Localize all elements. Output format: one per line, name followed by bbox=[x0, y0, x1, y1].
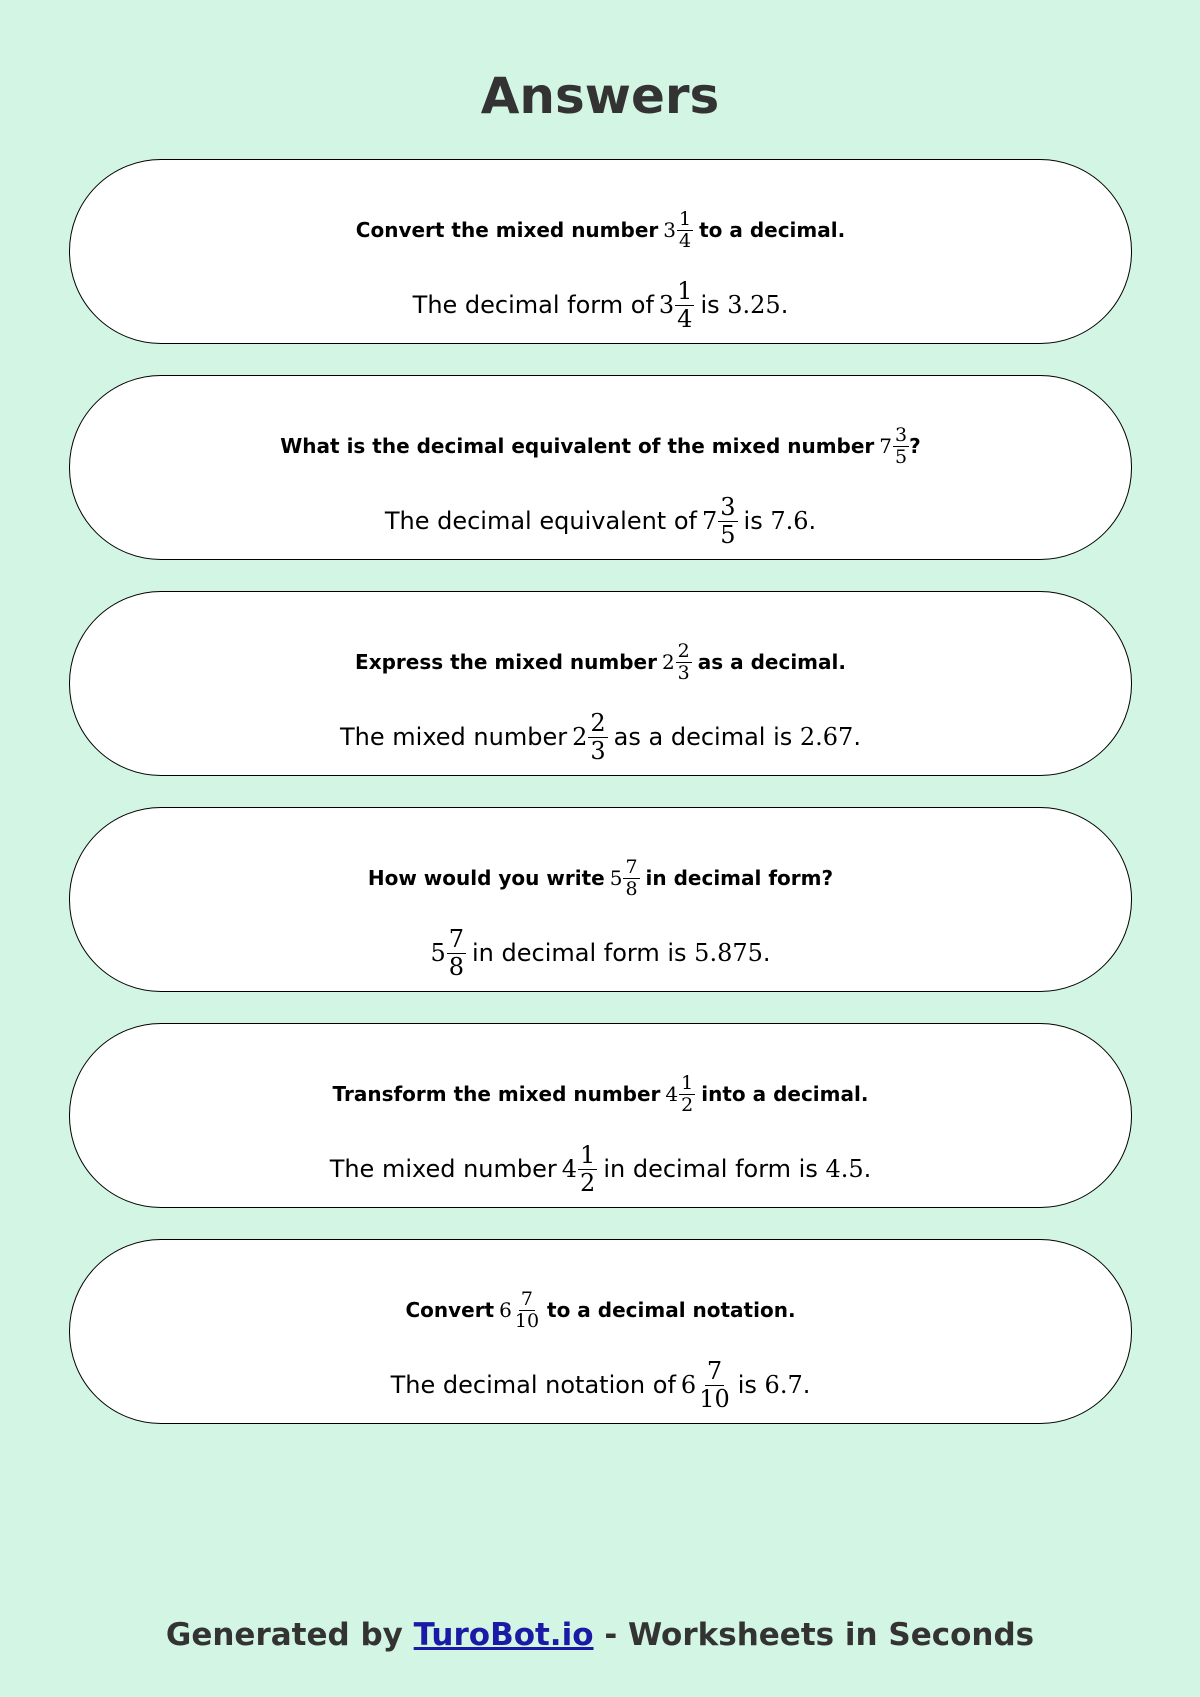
mixed-number: 2 $\frac{2}{3}$ bbox=[661, 639, 690, 684]
mixed-number: 5 $\frac{7}{8}$ bbox=[430, 925, 465, 981]
decimal-value: 7.6 bbox=[770, 507, 809, 535]
mixed-number: 6 $\frac{7}{10}$ bbox=[680, 1357, 730, 1413]
mixed-number: 5 $\frac{7}{8}$ bbox=[609, 855, 638, 900]
footer-suffix: - Worksheets in Seconds bbox=[604, 1617, 1035, 1653]
answer-list bbox=[69, 159, 1132, 1455]
mixed-number: 2 $\frac{2}{3}$ bbox=[572, 709, 606, 765]
question-text: Convert the mixed number 3 $\frac{1}{4}$ to a decimal. bbox=[355, 207, 846, 252]
page-title: Answers bbox=[480, 67, 720, 125]
answer-card bbox=[69, 1239, 1132, 1424]
answer-card bbox=[69, 375, 1132, 560]
question-text: What is the decimal equivalent of the mixed number 7 $\frac{3}{5}$ ? bbox=[280, 423, 921, 468]
decimal-value: 3.25 bbox=[727, 291, 781, 319]
answer-card bbox=[69, 1023, 1132, 1208]
mixed-number: 3 $\frac{1}{4}$ bbox=[663, 207, 692, 252]
answer-text: The mixed number 4 $\frac{1}{2}$ in decimal form is 4.5 . bbox=[329, 1141, 872, 1197]
mixed-number: 3 $\frac{1}{4}$ bbox=[658, 277, 693, 333]
question-text: Convert 6 $\frac{7}{10}$ to a decimal notation. bbox=[405, 1287, 796, 1332]
answer-text: The decimal equivalent of 7 $\frac{3}{5}$ is 7.6 . bbox=[384, 493, 817, 549]
decimal-value: 2.67 bbox=[799, 723, 854, 751]
turobot-link[interactable]: TuroBot.io bbox=[413, 1617, 594, 1653]
answer-text: 5 $\frac{7}{8}$ in decimal form is 5.875 . bbox=[430, 925, 771, 981]
mixed-number: 6 $\frac{7}{10}$ bbox=[499, 1287, 540, 1332]
footer-prefix: Generated by bbox=[165, 1617, 403, 1653]
answer-card bbox=[69, 807, 1132, 992]
answer-card bbox=[69, 159, 1132, 344]
answer-text: The decimal form of 3 $\frac{1}{4}$ is 3.25 . bbox=[412, 277, 789, 333]
question-text: How would you write 5 $\frac{7}{8}$ in decimal form? bbox=[367, 855, 834, 900]
answer-card bbox=[69, 591, 1132, 776]
answer-text: The mixed number 2 $\frac{2}{3}$ as a decimal is 2.67 . bbox=[340, 709, 861, 765]
mixed-number: 7 $\frac{3}{5}$ bbox=[879, 423, 908, 468]
decimal-value: 4.5 bbox=[825, 1155, 864, 1183]
footer bbox=[0, 1617, 1200, 1653]
question-text: Express the mixed number 2 $\frac{2}{3}$ as a decimal. bbox=[355, 639, 846, 684]
decimal-value: 5.875 bbox=[694, 939, 763, 967]
question-text: Transform the mixed number 4 $\frac{1}{2}$ into a decimal. bbox=[332, 1071, 869, 1116]
answer-text: The decimal notation of 6 $\frac{7}{10}$ is 6.7 . bbox=[390, 1357, 811, 1413]
mixed-number: 7 $\frac{3}{5}$ bbox=[701, 493, 736, 549]
mixed-number: 4 $\frac{1}{2}$ bbox=[561, 1141, 596, 1197]
mixed-number: 4 $\frac{1}{2}$ bbox=[665, 1071, 694, 1116]
decimal-value: 6.7 bbox=[764, 1371, 803, 1399]
